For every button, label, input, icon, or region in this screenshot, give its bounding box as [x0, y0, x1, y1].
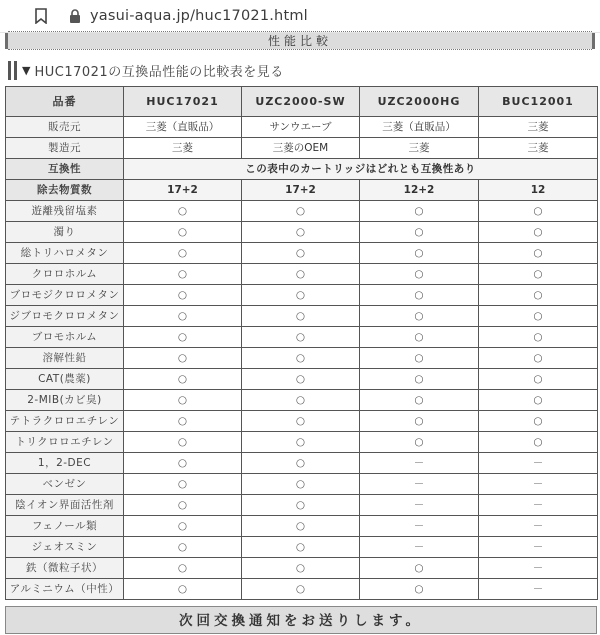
section-title-bar: 性能比較: [5, 33, 595, 49]
mark-cell: ○: [124, 579, 242, 600]
mark-cell: ○: [124, 390, 242, 411]
mark-cell: ○: [242, 390, 360, 411]
table-row: [6, 579, 598, 600]
row-label: アルミニウム（中性）: [6, 579, 124, 600]
mark-cell: ○: [124, 201, 242, 222]
exchange-notice-banner[interactable]: 次回交換通知をお送りします。: [5, 606, 597, 634]
row-label: ブロモホルム: [6, 327, 124, 348]
mark-cell: ○: [242, 495, 360, 516]
table-row: [6, 537, 598, 558]
row-label: 2-MIB(カビ臭): [6, 390, 124, 411]
mark-cell: ○: [360, 369, 479, 390]
table-row: [6, 495, 598, 516]
mark-cell: －: [479, 474, 598, 495]
table-cell: 三菱（直販品）: [124, 117, 242, 138]
table-cell: 三菱: [124, 138, 242, 159]
table-row: [6, 306, 598, 327]
table-row: [6, 516, 598, 537]
table-row: [6, 327, 598, 348]
mark-cell: －: [479, 453, 598, 474]
row-label: 総トリハロメタン: [6, 243, 124, 264]
mark-cell: ○: [360, 348, 479, 369]
mark-cell: ○: [124, 264, 242, 285]
table-row: [6, 138, 598, 159]
mark-cell: ○: [479, 369, 598, 390]
mark-cell: ○: [360, 579, 479, 600]
row-label: ジブロモクロロメタン: [6, 306, 124, 327]
compat-row: [6, 159, 598, 180]
table-row: [6, 117, 598, 138]
table-cell: 三菱: [479, 117, 598, 138]
row-label: 鉄（微粒子状）: [6, 558, 124, 579]
mark-cell: ○: [479, 201, 598, 222]
mark-cell: ○: [242, 285, 360, 306]
mark-cell: ○: [242, 264, 360, 285]
mark-cell: －: [360, 495, 479, 516]
bookmark-icon[interactable]: [34, 8, 48, 24]
mark-cell: ○: [124, 432, 242, 453]
mark-cell: ○: [124, 516, 242, 537]
table-cell: 三菱（直販品）: [360, 117, 479, 138]
table-cell: 17+2: [242, 180, 360, 201]
mark-cell: ○: [360, 558, 479, 579]
table-cell: 17+2: [124, 180, 242, 201]
mark-cell: ○: [360, 243, 479, 264]
mark-cell: －: [360, 516, 479, 537]
mark-cell: ○: [124, 537, 242, 558]
mark-cell: －: [360, 537, 479, 558]
row-label: ブロモジクロロメタン: [6, 285, 124, 306]
browser-address-bar: [0, 0, 600, 33]
count-row: [6, 180, 598, 201]
comparison-table: [5, 86, 598, 600]
mark-cell: －: [479, 495, 598, 516]
table-header-row: [6, 87, 598, 117]
row-label: フェノール類: [6, 516, 124, 537]
mark-cell: －: [479, 516, 598, 537]
mark-cell: ○: [242, 411, 360, 432]
table-cell: 三菱: [479, 138, 598, 159]
mark-cell: －: [479, 579, 598, 600]
table-row: [6, 222, 598, 243]
mark-cell: ○: [124, 222, 242, 243]
mark-cell: ○: [479, 222, 598, 243]
mark-cell: ○: [479, 264, 598, 285]
table-row: [6, 390, 598, 411]
mark-cell: ○: [242, 432, 360, 453]
row-label: 溶解性鉛: [6, 348, 124, 369]
row-label: 陰イオン界面活性剤: [6, 495, 124, 516]
mark-cell: ○: [360, 222, 479, 243]
mark-cell: ○: [124, 285, 242, 306]
mark-cell: －: [479, 558, 598, 579]
mark-cell: ○: [479, 285, 598, 306]
mark-cell: ○: [360, 432, 479, 453]
table-row: [6, 243, 598, 264]
row-label: ジェオスミン: [6, 537, 124, 558]
mark-cell: ○: [124, 495, 242, 516]
mark-cell: ○: [479, 243, 598, 264]
row-label: 1，2-DEC: [6, 453, 124, 474]
table-row: [6, 201, 598, 222]
table-row: [6, 348, 598, 369]
mark-cell: ○: [360, 390, 479, 411]
mark-cell: ○: [124, 558, 242, 579]
mark-cell: ○: [360, 306, 479, 327]
mark-cell: ○: [242, 537, 360, 558]
mark-cell: ○: [360, 285, 479, 306]
table-cell: 三菱: [360, 138, 479, 159]
row-label: 除去物質数: [6, 180, 124, 201]
mark-cell: ○: [124, 243, 242, 264]
lock-icon: [68, 8, 82, 24]
mark-cell: ○: [124, 474, 242, 495]
mark-cell: ○: [242, 558, 360, 579]
row-label: CAT(農薬): [6, 369, 124, 390]
mark-cell: ○: [360, 411, 479, 432]
row-label: 販売元: [6, 117, 124, 138]
row-label: 遊離残留塩素: [6, 201, 124, 222]
row-label: テトラクロロエチレン: [6, 411, 124, 432]
mark-cell: ○: [479, 327, 598, 348]
mark-cell: ○: [124, 306, 242, 327]
mark-cell: ○: [360, 201, 479, 222]
mark-cell: ○: [242, 306, 360, 327]
mark-cell: ○: [242, 474, 360, 495]
mark-cell: ○: [242, 516, 360, 537]
mark-cell: ○: [242, 348, 360, 369]
table-row: [6, 432, 598, 453]
mark-cell: ○: [124, 348, 242, 369]
mark-cell: ○: [479, 306, 598, 327]
header-col: UZC2000HG: [360, 87, 479, 117]
table-row: [6, 558, 598, 579]
table-cell: サンウエーブ: [242, 117, 360, 138]
header-item: 品番: [6, 87, 124, 117]
table-row: [6, 264, 598, 285]
row-label: トリクロロエチレン: [6, 432, 124, 453]
mark-cell: ○: [124, 327, 242, 348]
table-cell: 12: [479, 180, 598, 201]
table-row: [6, 369, 598, 390]
mark-cell: ○: [242, 369, 360, 390]
compat-note: この表中のカートリッジはどれとも互換性あり: [124, 159, 598, 180]
mark-cell: ○: [479, 411, 598, 432]
comparison-toggle[interactable]: [8, 60, 284, 80]
header-col: BUC12001: [479, 87, 598, 117]
mark-cell: ○: [124, 369, 242, 390]
url-text[interactable]: yasui-aqua.jp/huc17021.html: [90, 8, 308, 24]
mark-cell: －: [360, 474, 479, 495]
mark-cell: ○: [360, 264, 479, 285]
header-col: UZC2000-SW: [242, 87, 360, 117]
table-cell: 三菱のOEM: [242, 138, 360, 159]
mark-cell: ○: [242, 243, 360, 264]
mark-cell: ○: [242, 327, 360, 348]
row-label: クロロホルム: [6, 264, 124, 285]
table-row: [6, 474, 598, 495]
table-row: [6, 453, 598, 474]
mark-cell: ○: [242, 453, 360, 474]
header-col: HUC17021: [124, 87, 242, 117]
mark-cell: ○: [479, 390, 598, 411]
row-label: 互換性: [6, 159, 124, 180]
comparison-toggle-label: HUC17021の互換品性能の比較表を見る: [34, 64, 284, 80]
mark-cell: －: [479, 537, 598, 558]
row-label: 濁り: [6, 222, 124, 243]
mark-cell: ○: [242, 222, 360, 243]
mark-cell: ○: [242, 201, 360, 222]
row-label: 製造元: [6, 138, 124, 159]
mark-cell: ○: [124, 453, 242, 474]
table-row: [6, 285, 598, 306]
mark-cell: －: [360, 453, 479, 474]
table-cell: 12+2: [360, 180, 479, 201]
table-row: [6, 411, 598, 432]
triangle-down-icon: ▼: [22, 63, 31, 77]
mark-cell: ○: [479, 348, 598, 369]
mark-cell: ○: [360, 327, 479, 348]
mark-cell: ○: [124, 411, 242, 432]
row-label: ベンゼン: [6, 474, 124, 495]
mark-cell: ○: [242, 579, 360, 600]
double-bar-icon: [8, 61, 17, 80]
mark-cell: ○: [479, 432, 598, 453]
